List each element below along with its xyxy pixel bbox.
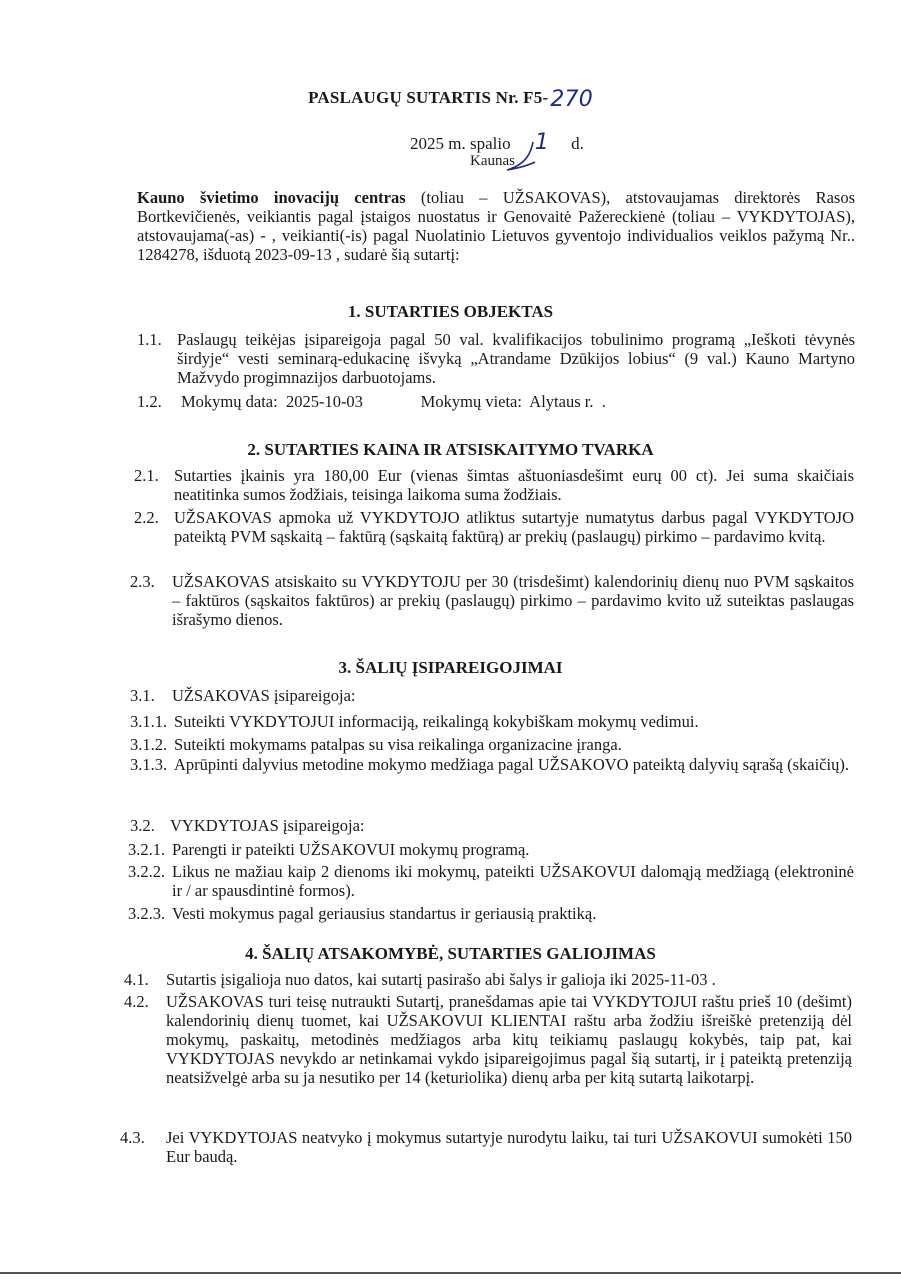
clause-text: Likus ne mažiau kaip 2 dienoms iki mokymų, pateikti UŽSAKOVUI dalomąją medžiagą (elektroninė ir / ar spausdintinė formos). <box>172 862 854 900</box>
clause-number: 3.1.3. <box>130 755 168 774</box>
contract-date <box>410 130 584 155</box>
clause-text: VYKDYTOJAS įsipareigoja: <box>170 816 365 835</box>
clause-text: Sutarties įkainis yra 180,00 Eur (vienas šimtas aštuoniasdešimt eurų 00 ct). Jei suma skaičiais neatitinka sumos žodžiais, teisinga laikoma suma žodžiais. <box>174 466 854 504</box>
section-heading-4: 4. ŠALIŲ ATSAKOMYBĖ, SUTARTIES GALIOJIMAS <box>245 944 656 963</box>
contract-title-text: PASLAUGŲ SUTARTIS Nr. F5- <box>308 88 549 107</box>
handwritten-date-day: 1 <box>534 130 549 155</box>
clause-number: 2.3. <box>130 572 155 591</box>
clause-number: 3.1.1. <box>130 712 168 731</box>
clause-number: 2.2. <box>134 508 159 527</box>
contract-city: Kaunas <box>470 153 515 169</box>
clause-1-1 <box>137 330 855 390</box>
intro-paragraph <box>137 188 855 264</box>
handwritten-contract-number: 270 <box>550 87 593 112</box>
clause-text: Aprūpinti dalyvius metodine mokymo medžiaga pagal UŽSAKOVO pateiktą dalyvių sąrašą (skaičių). <box>174 755 849 774</box>
clause-text: UŽSAKOVAS įsipareigoja: <box>172 686 356 705</box>
clause-number: 3.2. <box>130 816 155 835</box>
date-month: spalio <box>469 134 511 153</box>
clause-text: UŽSAKOVAS apmoka už VYKDYTOJO atliktus sutartyje numatytus darbus pagal VYKDYTOJO pateiktą PVM sąskaitą – faktūrą (sąskaitą faktūrą) ar prekių (paslaugų) pirkimo – pardavimo kvitą. <box>174 508 854 546</box>
section-heading-3: 3. ŠALIŲ ĮSIPAREIGOJIMAI <box>338 658 563 677</box>
clause-number: 4.3. <box>120 1128 145 1147</box>
clause-text: Suteikti mokymams patalpas su visa reikalinga organizacine įranga. <box>174 735 622 754</box>
clause-text: Vesti mokymus pagal geriausius standartus ir geriausią praktiką. <box>172 904 597 923</box>
clause-text: Mokymų data: 2025-10-03 Mokymų vieta: Alytaus r. . <box>181 392 606 411</box>
date-day-suffix: d. <box>571 134 584 153</box>
clause-number: 3.2.1. <box>128 840 166 859</box>
clause-number: 3.2.2. <box>128 862 166 881</box>
clause-text: UŽSAKOVAS atsiskaito su VYKDYTOJU per 30 (trisdešimt) kalendorinių dienų nuo PVM sąskaitos – faktūros (sąskaitos faktūros) ar prekių (paslaugų) pirkimo – pardavimo kvito už suteiktas paslaugas išrašymo dienos. <box>172 572 854 629</box>
clause-text: Sutartis įsigalioja nuo datos, kai sutartį pasirašo abi šalys ir galioja iki 2025-11-03 . <box>166 970 716 989</box>
intro-text: (toliau – UŽSAKOVAS), atstovaujamas direktorės Rasos Bortkevičienės, veikiantis pagal įstaigos nuostatus ir Genovaitė Pažereckienė (toliau – VYKDYTOJAS), atstovaujama(-as) - , veikianti(-is) pagal Nuolatinio Lietuvos gyventojo individualios veiklos pažymą Nr.. 1284278, išduotą 2023-09-13 , sudarė šią sutartį: <box>137 188 855 264</box>
clause-text: Parengti ir pateikti UŽSAKOVUI mokymų programą. <box>172 840 530 859</box>
clause-number: 1.1. <box>137 330 162 349</box>
contract-title <box>0 84 901 112</box>
page-bottom-edge <box>0 1272 901 1274</box>
clause-text: Paslaugų teikėjas įsipareigoja pagal 50 val. kvalifikacijos tobulinimo programą „Ieškoti tėvynės širdyje“ vesti seminarą-edukacinę išvyką „Atrandame Dzūkijos lobius“ (9 val.) Kauno Martyno Mažvydo progimnazijos darbuotojams. <box>177 330 855 387</box>
clause-number: 4.2. <box>124 992 149 1011</box>
clause-number: 1.2. <box>137 392 162 411</box>
clause-text: UŽSAKOVAS turi teisę nutraukti Sutartį, pranešdamas apie tai VYKDYTOJUI raštu prieš 10 (dešimt) kalendorinių dienų tuomet, kai UŽSAKOVUI KLIENTAI raštu arba žodžiu išreiškė pretenziją dėl mokymų, paskaitų, metodinės medžiagos arba kitų teikiamų paslaugų kokybės, taip pat, kai VYKDYTOJAS nevykdo ar netinkamai vykdo įsipareigojimus pagal šią sutartį, ir į pateiktą pretenziją neatsižvelgė arba su ja nesutiko per 14 (keturiolika) dienų arba per kitą sutartą laikotarpį. <box>166 992 852 1087</box>
section-heading-2: 2. SUTARTIES KAINA IR ATSISKAITYMO TVARKA <box>247 440 654 459</box>
clause-number: 3.2.3. <box>128 904 166 923</box>
clause-number: 2.1. <box>134 466 159 485</box>
clause-text: Suteikti VYKDYTOJUI informaciją, reikalingą kokybiškam mokymų vedimui. <box>174 712 699 731</box>
section-heading-1: 1. SUTARTIES OBJEKTAS <box>347 302 554 321</box>
clause-number: 4.1. <box>124 970 149 989</box>
customer-name: Kauno švietimo inovacijų centras <box>137 188 406 207</box>
clause-number: 3.1. <box>130 686 155 705</box>
clause-number: 3.1.2. <box>130 735 168 754</box>
clause-text: Jei VYKDYTOJAS neatvyko į mokymus sutartyje nurodytu laiku, tai turi UŽSAKOVUI sumokėti 150 Eur baudą. <box>166 1128 852 1166</box>
date-year: 2025 m. <box>410 134 466 153</box>
